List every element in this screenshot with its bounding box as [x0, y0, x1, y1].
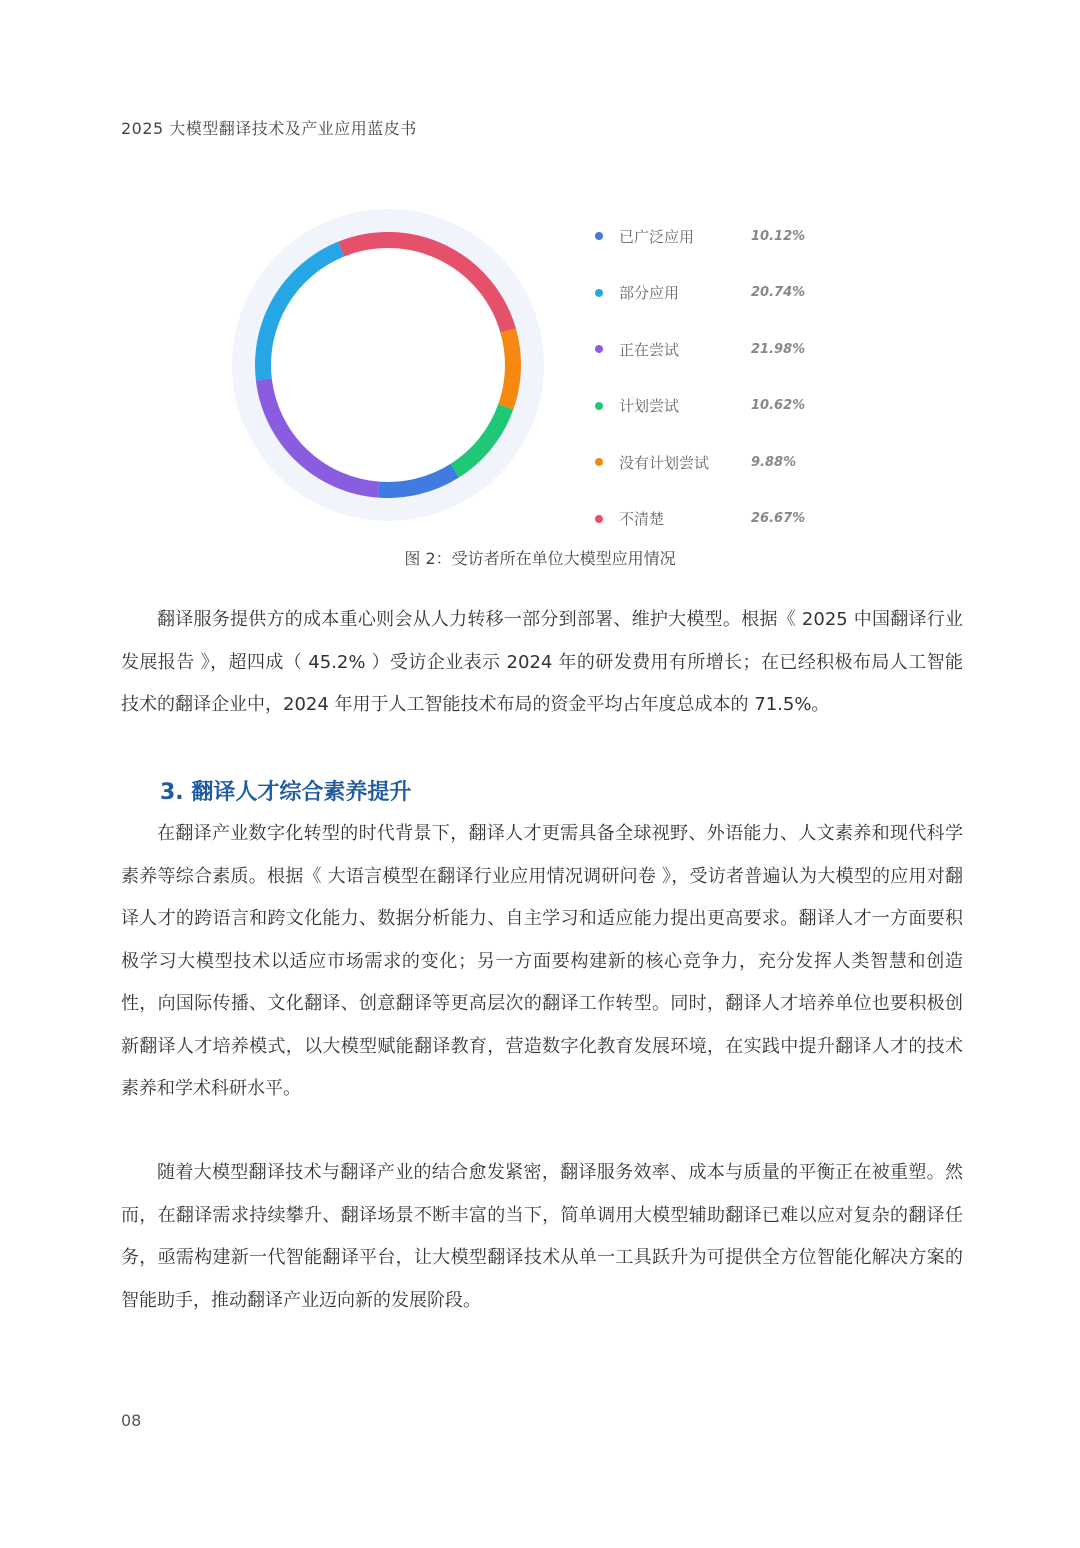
legend-label: 没有计划尝试: [619, 453, 710, 472]
section-title: 3. 翻译人才综合素养提升: [160, 780, 412, 805]
legend-label: 不清楚: [619, 510, 665, 529]
legend-dot-icon: [595, 345, 603, 353]
legend-value: 9.88%: [751, 454, 797, 470]
legend-value: 26.67%: [751, 511, 806, 527]
legend-dot-icon: [595, 458, 603, 466]
legend-dot-icon: [595, 232, 603, 240]
legend-item: [590, 265, 830, 322]
legend-label: 计划尝试: [619, 397, 680, 416]
legend-value: 21.98%: [751, 341, 806, 357]
legend-dot-icon: [595, 515, 603, 523]
legend-dot-icon: [595, 402, 603, 410]
legend-value: 10.62%: [751, 398, 806, 414]
paragraph-talent: 在翻译产业数字化转型的时代背景下，翻译人才更需具备全球视野、外语能力、人文素养和现代科学素养等综合素质。根据《 大语言模型在翻译行业应用情况调研问卷 》，受访者普遍认为大模型的应用对翻译人才的跨语言和跨文化能力、数据分析能力、自主学习和适应能力提出更高要求。翻译人才一方面要积极学习大模型技术以适应市场需求的变化；另一方面要构建新的核心竞争力，充分发挥人类智慧和创造性，向国际传播、文化翻译、创意翻译等更高层次的翻译工作转型。同时，翻译人才培养单位也要积极创新翻译人才培养模式，以大模型赋能翻译教育，营造数字化教育发展环境，在实践中提升翻译人才的技术素养和学术科研水平。: [121, 823, 963, 1099]
legend-item: [590, 491, 830, 548]
page-number: 08: [121, 1411, 142, 1430]
legend-item: [590, 378, 830, 435]
chart-legend: [590, 208, 830, 547]
legend-value: 20.74%: [751, 285, 806, 301]
paragraph-cost: 翻译服务提供方的成本重心则会从人力转移一部分到部署、维护大模型。根据《 2025 中国翻译行业发展报告 》，超四成（ 45.2% ）受访企业表示 2024 年的研发费用有所增长；在已经积极布局人工智能技术的翻译企业中，2024 年用于人工智能技术布局的资金平均占年度总成本的 71.5%。: [121, 609, 963, 715]
legend-dot-icon: [595, 289, 603, 297]
legend-value: 10.12%: [751, 228, 806, 244]
donut-chart-svg: [228, 205, 548, 525]
legend-label: 正在尝试: [619, 340, 680, 359]
paragraph-outlook: 随着大模型翻译技术与翻译产业的结合愈发紧密，翻译服务效率、成本与质量的平衡正在被重塑。然而，在翻译需求持续攀升、翻译场景不断丰富的当下，简单调用大模型辅助翻译已难以应对复杂的翻译任务，亟需构建新一代智能翻译平台，让大模型翻译技术从单一工具跃升为可提供全方位智能化解决方案的智能助手，推动翻译产业迈向新的发展阶段。: [121, 1162, 963, 1311]
legend-label: 部分应用: [619, 284, 680, 303]
legend-label: 已广泛应用: [619, 227, 695, 246]
donut-hole: [271, 248, 505, 482]
donut-chart: [228, 205, 548, 525]
legend-item: [590, 321, 830, 378]
donut-slice: [506, 331, 513, 407]
figure-caption: 图 2：受访者所在单位大模型应用情况: [404, 549, 676, 568]
legend-item: [590, 208, 830, 265]
running-header: 2025 大模型翻译技术及产业应用蓝皮书: [121, 119, 417, 138]
legend-item: [590, 434, 830, 491]
